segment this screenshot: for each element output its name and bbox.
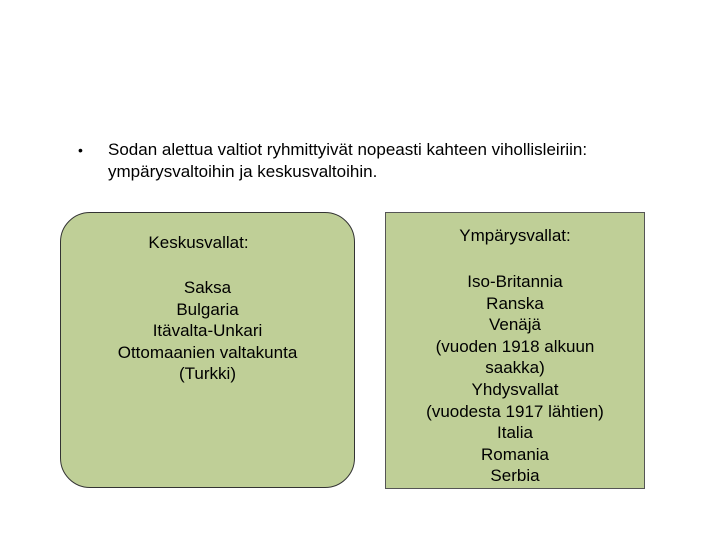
list-item: Yhdysvallat	[471, 379, 559, 399]
intro-bullet	[78, 139, 698, 183]
list-item: Saksa	[183, 278, 232, 297]
list-item: (vuoden 1918 alkuun	[435, 336, 595, 356]
list-item: Italia	[497, 423, 533, 443]
list-item: Ranska	[486, 293, 544, 313]
list-item: saakka)	[485, 358, 545, 378]
list-item: Serbia	[490, 466, 540, 486]
allied-powers-title: Ympärysvallat:	[459, 226, 571, 245]
central-powers-title: Keskusvallat:	[148, 233, 249, 252]
intro-text: Sodan alettua valtiot ryhmittyivät nopeasti kahteen vihollisleiriin: ympärysvaltoihin ja keskusvaltoihin.	[108, 140, 588, 181]
allied-powers-list	[386, 271, 644, 487]
central-powers-list	[61, 277, 354, 385]
bullet-mark: •	[78, 142, 83, 158]
list-item: (Turkki)	[179, 364, 236, 384]
allied-powers-box	[385, 212, 645, 489]
list-item: (vuodesta 1917 lähtien)	[426, 401, 604, 421]
list-item: Venäjä	[489, 315, 541, 335]
central-powers-box	[60, 212, 355, 488]
list-item: Iso-Britannia	[467, 272, 563, 291]
list-item: Romania	[480, 444, 550, 464]
list-item: Itävalta-Unkari	[152, 321, 263, 341]
list-item: Bulgaria	[176, 299, 239, 319]
list-item: Ottomaanien valtakunta	[117, 342, 298, 362]
